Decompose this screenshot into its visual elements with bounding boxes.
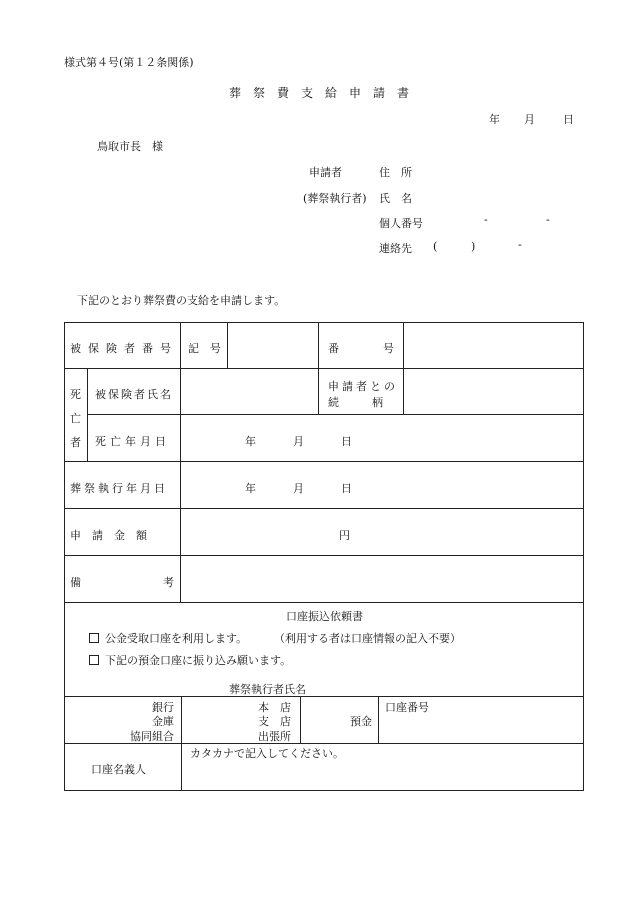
death-date-label: 死亡年月日	[95, 435, 170, 448]
relation-field[interactable]	[404, 369, 583, 414]
funeral-month: 月	[293, 482, 304, 495]
account-holder-label: 口座名義人	[91, 763, 146, 776]
relation-label-2: 続 柄	[328, 396, 383, 409]
funeral-year: 年	[245, 482, 256, 495]
number-field[interactable]	[404, 323, 583, 368]
death-year: 年	[245, 435, 256, 448]
symbol-field[interactable]	[228, 323, 318, 368]
address-label: 住 所	[379, 166, 412, 179]
option-public-account[interactable]: 公金受取口座を利用します。	[89, 630, 247, 646]
funeral-day: 日	[341, 482, 352, 495]
checkbox-public-account[interactable]	[89, 633, 99, 643]
deposit-label: 預金	[350, 715, 372, 728]
my-number-dash-1: -	[484, 213, 488, 226]
form-number: 様式第４号(第１２条関係)	[64, 56, 194, 69]
coop-label: 協同組合	[130, 730, 174, 743]
my-number-dash-2: -	[546, 213, 550, 226]
funeral-date-label: 葬祭執行年月日	[70, 482, 168, 495]
account-number-label: 口座番号	[385, 701, 429, 714]
bank-label: 銀行	[152, 701, 174, 714]
remarks-label-left: 備	[70, 576, 81, 589]
remarks-field[interactable]	[181, 556, 583, 602]
my-number-label: 個人番号	[379, 217, 423, 230]
yen-label: 円	[339, 529, 350, 542]
applicant-label: 申請者	[309, 166, 342, 179]
relation-label-1: 申請者との	[328, 380, 398, 393]
insured-name-label: 被保険者氏名	[95, 388, 173, 401]
contact-paren-close: )	[471, 240, 476, 253]
symbol-label: 記 号	[188, 342, 221, 355]
insured-number-label: 被保険者番号	[70, 342, 178, 355]
deceased-char-1: 死	[70, 388, 81, 401]
contact-paren-open: (	[433, 240, 438, 253]
branch-label: 支 店	[258, 715, 291, 728]
option-bank-account[interactable]: 下記の預金口座に振り込み願います。	[89, 652, 291, 668]
contact-dash: -	[518, 238, 522, 251]
kana-note: カタカナで記入してください。	[190, 747, 344, 760]
checkbox-bank-account[interactable]	[89, 655, 99, 665]
sub-branch-label: 出張所	[258, 730, 291, 743]
deceased-char-2: 亡	[70, 412, 81, 425]
shinkin-label: 金庫	[152, 715, 174, 728]
insured-name-field[interactable]	[181, 369, 318, 414]
executor-label: (葬祭執行者)	[303, 192, 367, 205]
option-public-note: （利用する者は口座情報の記入不要）	[274, 632, 461, 645]
transfer-heading: 口座振込依頼書	[286, 610, 363, 623]
date-day: 日	[563, 113, 574, 126]
name-label: 氏 名	[379, 192, 412, 205]
page-title: 葬 祭 費 支 給 申 請 書	[229, 86, 410, 100]
deceased-char-3: 者	[70, 436, 81, 449]
addressee: 鳥取市長 様	[97, 140, 163, 153]
amount-label: 申 請 金 額	[70, 529, 147, 542]
contact-label: 連絡先	[379, 242, 412, 255]
date-month: 月	[524, 113, 535, 126]
intro-text: 下記のとおり葬祭費の支給を申請します。	[77, 294, 286, 307]
head-office-label: 本 店	[258, 701, 291, 714]
number-label: 番 号	[328, 342, 394, 355]
death-day: 日	[341, 435, 352, 448]
remarks-label-right: 考	[163, 576, 174, 589]
death-month: 月	[293, 435, 304, 448]
date-year: 年	[489, 113, 500, 126]
account-holder-field[interactable]	[182, 758, 582, 790]
executor-name-label: 葬祭執行者氏名	[229, 683, 306, 696]
